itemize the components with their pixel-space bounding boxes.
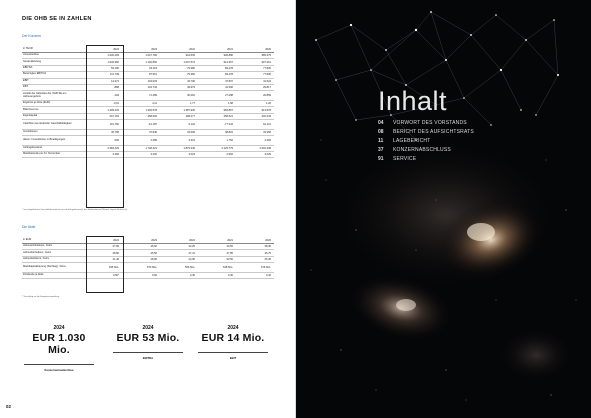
section-title-konzern: Der Konzern bbox=[22, 34, 42, 38]
table-cell: 43.796 bbox=[187, 79, 195, 83]
table-cell: 0,60* bbox=[112, 273, 119, 277]
toc-page-number: 08 bbox=[378, 128, 384, 135]
table-header-cell: 2022 bbox=[189, 238, 195, 242]
table-cell: 20.869 bbox=[263, 94, 271, 98]
current-year-highlight bbox=[86, 45, 124, 208]
table-cell: 83.478 bbox=[225, 66, 233, 70]
toc-item[interactable] bbox=[378, 154, 474, 163]
kpi-ebitda bbox=[113, 325, 183, 360]
table-cell: 47,95 bbox=[112, 245, 119, 249]
toc-page-number: 04 bbox=[378, 119, 384, 126]
table-cell: 1.387.935 bbox=[183, 108, 195, 112]
kpi-label: EBITDA bbox=[113, 352, 183, 360]
table-cell: 29.817 bbox=[263, 86, 271, 90]
row-label: Jahresschlusskurs, Xetra bbox=[23, 244, 52, 248]
table-cell: 0,42 bbox=[265, 273, 271, 277]
table-header-cell: 2023 bbox=[151, 238, 157, 242]
row-label: Investitionen bbox=[23, 129, 38, 133]
space-background-image bbox=[296, 0, 591, 418]
row-label: Bereinigtes EBITDA bbox=[23, 72, 47, 76]
toc-item[interactable] bbox=[378, 145, 474, 154]
table-cell: 1.007.574 bbox=[183, 60, 195, 64]
table-cell: 24,95 bbox=[188, 257, 195, 261]
table-row bbox=[22, 152, 274, 158]
table-cell: 2.383.429 bbox=[107, 146, 119, 150]
table-cell: 906.880 bbox=[223, 54, 233, 58]
table-header-cell: 2020 bbox=[265, 47, 271, 51]
kpi-year: 2024 bbox=[142, 325, 154, 331]
toc-heading: Inhalt bbox=[378, 86, 448, 116]
table-cell: 607.163 bbox=[109, 114, 119, 118]
kpi-year: 2024 bbox=[53, 325, 65, 331]
row-label: davon: Investitionen in Beteiligungen bbox=[23, 137, 66, 141]
kpi-value: EUR 53 Mio. bbox=[116, 332, 180, 344]
table-cell: 79.382 bbox=[187, 66, 195, 70]
table-cell: 870 Mio. bbox=[147, 265, 157, 269]
table-cell: 45,50 bbox=[150, 251, 157, 255]
table-cell: 1.399.233 bbox=[107, 108, 119, 112]
table-cell: 1.345.578 bbox=[145, 108, 157, 112]
table-cell: 104.744 bbox=[147, 86, 157, 90]
konzern-table bbox=[22, 46, 274, 158]
toc-page-number: 11 bbox=[378, 137, 384, 144]
table-cell: 985.375 bbox=[261, 54, 271, 58]
table-cell: 62.119 bbox=[149, 66, 157, 70]
table-of-contents bbox=[378, 118, 474, 163]
table-header-cell: in EUR bbox=[23, 237, 32, 241]
kpi-value: EUR 14 Mio. bbox=[201, 332, 265, 344]
kpi-label: EBIT bbox=[198, 352, 268, 360]
toc-title: VORWORT DES VORSTANDS bbox=[393, 119, 467, 126]
table-cell: 53.190 bbox=[111, 66, 119, 70]
table-cell: 34,65 bbox=[226, 245, 233, 249]
row-label: Mitarbeitende per 31. Dezember bbox=[23, 152, 61, 156]
table-cell: 1.047.796 bbox=[145, 54, 157, 58]
table-cell: 1.748.421 bbox=[145, 146, 157, 150]
table-cell: 1,58 bbox=[227, 102, 233, 106]
table-cell: 64.121 bbox=[263, 122, 271, 126]
toc-title: SERVICE bbox=[393, 155, 417, 162]
table-cell: 1.752 bbox=[226, 138, 233, 142]
table-cell: 3.029 bbox=[264, 153, 271, 157]
table-header-cell: 2021 bbox=[227, 47, 233, 51]
section-title-aktie: Die Aktie bbox=[22, 225, 36, 229]
row-label: EBT bbox=[23, 85, 29, 89]
current-year-highlight-2 bbox=[86, 236, 124, 293]
toc-page-number: 37 bbox=[378, 146, 384, 153]
row-label: Anteile der Aktionäre der OHB SE am Jahresergebnis bbox=[23, 91, 67, 98]
table-cell: 47,85 bbox=[226, 251, 233, 255]
table-cell: 41,40 bbox=[112, 257, 119, 261]
table-cell: 101.766 bbox=[109, 122, 119, 126]
aktie-table bbox=[22, 237, 274, 279]
table-cell: 2.129.779 bbox=[221, 146, 233, 150]
toc-item[interactable] bbox=[378, 136, 474, 145]
table-cell: 25,45 bbox=[264, 257, 271, 261]
table-cell: 997.461 bbox=[261, 60, 271, 64]
table2-footnote: * Vorschlag an die Hauptversammlung bbox=[22, 296, 60, 298]
table-cell: 36.768 bbox=[111, 130, 119, 134]
table-cell: 0,40 bbox=[227, 273, 233, 277]
table-cell: 1.030.493 bbox=[107, 54, 119, 58]
table-cell: 3.023 bbox=[188, 153, 195, 157]
table-cell: 33.356 bbox=[263, 130, 271, 134]
table-cell: 45,60 bbox=[150, 245, 157, 249]
table-cell: 232.244 bbox=[261, 114, 271, 118]
table-header-cell: 2024 bbox=[113, 47, 119, 51]
table-cell: 914.367 bbox=[223, 60, 233, 64]
kpi-umsatz bbox=[24, 325, 94, 372]
row-label: Umsatzerlöse bbox=[23, 53, 39, 57]
table-cell: 699 bbox=[114, 138, 119, 142]
table-cell: 38,40 bbox=[264, 245, 271, 249]
toc-title: LAGEBERICHT bbox=[393, 137, 431, 144]
table-cell: 41.596 bbox=[225, 86, 233, 90]
table-header-cell: in TEUR bbox=[23, 46, 33, 50]
table-cell: 38.891 bbox=[225, 130, 233, 134]
table-cell: -888 bbox=[113, 86, 119, 90]
left-page bbox=[0, 0, 295, 418]
table-cell: 33.599 bbox=[187, 130, 195, 134]
right-page bbox=[296, 0, 591, 418]
table-cell: 458.902 bbox=[147, 114, 157, 118]
table-row bbox=[22, 263, 274, 273]
table-cell: 77.836 bbox=[263, 66, 271, 70]
table-cell: 111.709 bbox=[110, 73, 119, 77]
table-cell: 77.836 bbox=[263, 73, 271, 77]
row-label: Dividende je Aktie bbox=[23, 273, 44, 276]
table-cell: 398.277 bbox=[185, 114, 195, 118]
table-cell: 49.979 bbox=[187, 86, 195, 90]
table-cell: 33,50 bbox=[226, 257, 233, 261]
table-cell: 258.621 bbox=[223, 114, 233, 118]
table-header-cell: 2023 bbox=[151, 47, 157, 51]
table-cell: 32,25 bbox=[188, 245, 195, 249]
table-cell: -61.187 bbox=[148, 122, 157, 126]
table-row bbox=[22, 91, 274, 101]
table-cell: 4.493 bbox=[264, 138, 271, 142]
toc-item[interactable] bbox=[378, 118, 474, 127]
row-label: Cashflow aus laufender Geschäftstätigkeit bbox=[23, 121, 72, 125]
toc-title: BERICHT DES AUFSICHTSRATS bbox=[393, 128, 474, 135]
kpi-value: EUR 1.030 Mio. bbox=[32, 332, 86, 356]
table-cell: 676 Mio. bbox=[261, 265, 271, 269]
table-cell: 48,80 bbox=[112, 251, 119, 255]
kpi-ebit bbox=[198, 325, 268, 360]
table-row bbox=[22, 120, 274, 130]
row-label: Marktkapitalisierung (Stichtag), Xetra bbox=[23, 265, 66, 269]
table-cell: 37,41 bbox=[188, 251, 195, 255]
table-cell: 3.466 bbox=[112, 153, 119, 157]
table-cell: 87.561 bbox=[149, 73, 157, 77]
table-cell: 47.837 bbox=[225, 79, 233, 83]
table-cell: 935 Mio. bbox=[109, 265, 119, 269]
table-cell: 27.498 bbox=[225, 94, 233, 98]
table-cell: 46,75 bbox=[264, 251, 271, 255]
table-cell: 2.962 bbox=[226, 153, 233, 157]
table-header-cell: 2024 bbox=[113, 238, 119, 242]
table-cell: -194 bbox=[113, 94, 119, 98]
table-cell: 966.867 bbox=[223, 108, 233, 112]
table-cell: 9.122 bbox=[188, 122, 195, 126]
row-label: Eigenkapital bbox=[23, 113, 38, 117]
table-cell: 41.624 bbox=[263, 79, 271, 83]
page-number: 02 bbox=[6, 404, 11, 409]
table-header-row bbox=[22, 46, 274, 53]
kpi-year: 2024 bbox=[227, 325, 239, 331]
table-header-cell: 2020 bbox=[265, 238, 271, 242]
row-label: Ergebnis je Aktie (EUR) bbox=[23, 101, 51, 105]
table-cell: 28,95 bbox=[150, 257, 157, 261]
table-cell: 1.102.860 bbox=[145, 60, 157, 64]
table-cell: 79.382 bbox=[187, 73, 195, 77]
row-label: Jahrestiefstkurs, Xetra bbox=[23, 257, 49, 261]
table-cell: 30.262 bbox=[187, 94, 195, 98]
table-cell: 563 Mio. bbox=[185, 265, 195, 269]
table-header-row bbox=[22, 237, 274, 244]
toc-item[interactable] bbox=[378, 127, 474, 136]
table-cell: 4.289 bbox=[150, 138, 157, 142]
row-label: Gesamtleistung bbox=[23, 59, 42, 63]
table-cell: 37.840 bbox=[149, 130, 157, 134]
toc-page-number: 91 bbox=[378, 155, 384, 162]
table-header-cell: 2022 bbox=[189, 47, 195, 51]
row-label: Bilanzsumme bbox=[23, 107, 39, 111]
page-title: DIE OHB SE IN ZAHLEN bbox=[22, 16, 92, 22]
table1-footnote: * aus fortgeführten Geschäftsbereichen; aus den Ergebnisse(n) des Bodenwasser/Wärme: Impuls Einheit (e) bbox=[22, 209, 128, 211]
row-label: Jahreshöchstkurs, Xetra bbox=[23, 250, 51, 254]
table-cell: 3.301 bbox=[188, 138, 195, 142]
table-cell: 14.374 bbox=[111, 79, 119, 83]
table-row bbox=[22, 136, 274, 146]
table-cell: 0,40 bbox=[189, 273, 195, 277]
table-cell: 1.879.345 bbox=[183, 146, 195, 150]
table-cell: 1,77 bbox=[189, 102, 195, 106]
table-row bbox=[22, 273, 274, 279]
row-label: Auftragsbestand bbox=[23, 145, 42, 149]
table-cell: 71.289 bbox=[149, 94, 157, 98]
toc-title: KONZERNABSCHLUSS bbox=[393, 146, 451, 153]
table-cell: 4,11 bbox=[152, 102, 157, 106]
table-cell: 913.578 bbox=[261, 108, 271, 112]
table-cell: 103.003 bbox=[147, 79, 157, 83]
table-cell: 3.292 bbox=[150, 153, 157, 157]
table-cell: 944.535 bbox=[185, 54, 195, 58]
row-label: EBIT bbox=[23, 78, 29, 82]
table-cell: 2.602.338 bbox=[259, 146, 271, 150]
table-cell: -77.344 bbox=[224, 122, 233, 126]
kpi-label: Konzernumsatzerlöse bbox=[24, 364, 94, 372]
table-cell: 0,60 bbox=[151, 273, 157, 277]
row-label: EBITDA bbox=[23, 66, 33, 70]
table-cell: 83.478 bbox=[225, 73, 233, 77]
table-header-cell: 2021 bbox=[227, 238, 233, 242]
table-cell: -0,01 bbox=[113, 102, 119, 106]
table-cell: 628 Mio. bbox=[223, 265, 233, 269]
table-cell: 1,20 bbox=[265, 102, 271, 106]
table-cell: 1.030.982 bbox=[107, 60, 119, 64]
